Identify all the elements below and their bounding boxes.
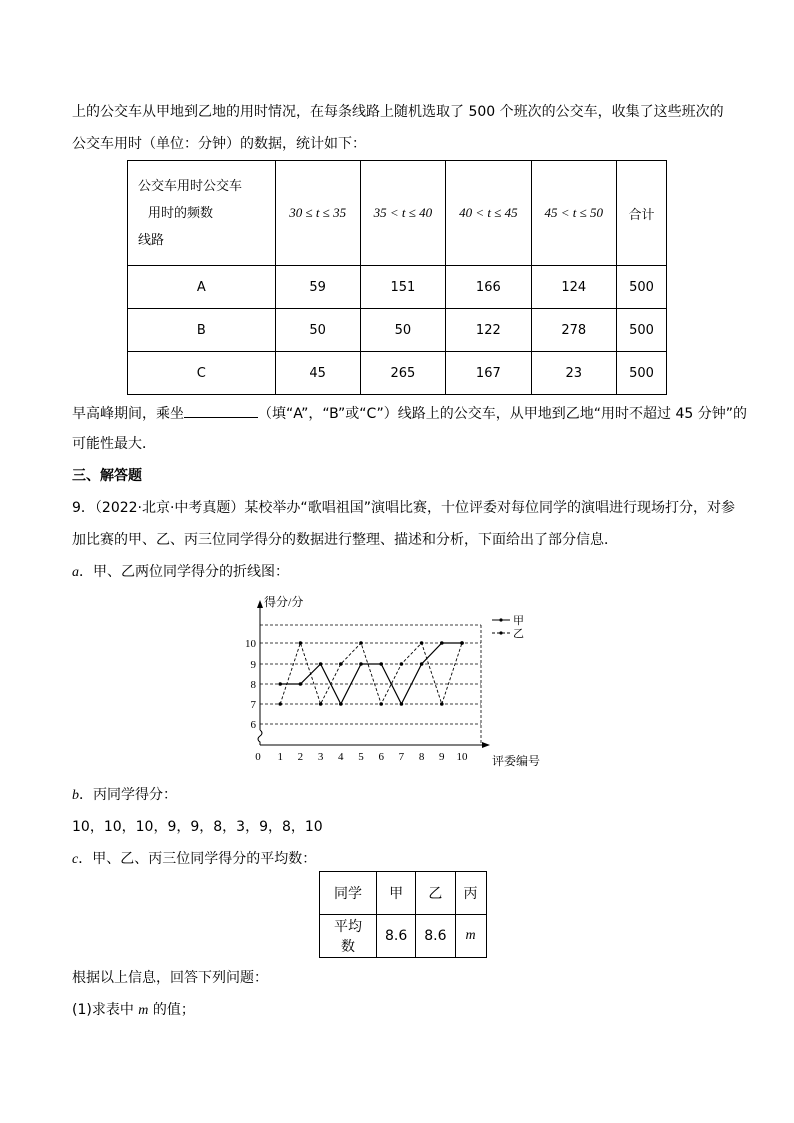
corner-line-3: 线路 (138, 232, 165, 248)
intro-line-2: 公交车用时（单位：分钟）的数据，统计如下： (72, 136, 366, 152)
y-tick-label: 6 (250, 719, 256, 731)
fill-question-line-1 (72, 403, 747, 423)
table-cell: 乙 (416, 872, 455, 915)
x-tick-label: 7 (398, 751, 405, 763)
table-cell: 500 (617, 266, 667, 309)
column-header-total: 合计 (617, 161, 667, 266)
part-b-text: ．丙同学得分： (79, 787, 177, 803)
data-point (420, 641, 424, 645)
table-cell: 500 (617, 309, 667, 352)
section-title: 三、解答题 (72, 468, 142, 484)
route-cell: C (128, 352, 276, 395)
data-point (379, 702, 383, 706)
data-point (359, 662, 363, 666)
table-cell: 166 (446, 266, 531, 309)
column-header: 40 < t ≤ 45 (446, 161, 531, 266)
sub1-var: m (138, 1003, 149, 1018)
conclude-line: 根据以上信息，回答下列问题： (72, 970, 268, 986)
legend-marker (499, 631, 502, 634)
x-tick-label: 4 (338, 751, 344, 763)
table-cell: 同学 (320, 872, 377, 915)
frequency-table (127, 160, 667, 395)
y-axis-arrow (257, 600, 263, 608)
part-b-letter: b (72, 788, 79, 803)
y-axis-break (258, 730, 262, 745)
part-a-text: ．甲、乙两位同学得分的折线图： (79, 564, 289, 580)
data-point (339, 702, 343, 706)
table-row (128, 266, 667, 309)
table-cell: 甲 (377, 872, 416, 915)
part-b-line (72, 786, 177, 805)
y-tick-label: 7 (250, 699, 256, 711)
table-cell: 122 (446, 309, 531, 352)
fill-question-line-2: 可能性最大． (72, 436, 156, 452)
table-cell: 8.6 (377, 915, 416, 958)
table-row (128, 309, 667, 352)
legend-marker (499, 618, 502, 621)
data-point (440, 702, 444, 706)
x-tick-label: 5 (358, 751, 364, 763)
data-point (319, 702, 323, 706)
x-tick-label: 8 (418, 751, 425, 763)
x-tick-label: 1 (277, 751, 283, 763)
table-cell: 50 (360, 309, 445, 352)
x-tick-label: 6 (378, 751, 384, 763)
data-point (319, 662, 323, 666)
series-line-jia (280, 643, 462, 704)
column-header: 30 ≤ t ≤ 35 (275, 161, 360, 266)
x-tick-label: 3 (317, 751, 324, 763)
part-c-line (72, 850, 316, 869)
legend-label: 乙 (513, 628, 524, 640)
table-cell: 45 (275, 352, 360, 395)
table-row (128, 352, 667, 395)
series-line-yi (280, 643, 462, 704)
x-tick-label: 2 (297, 751, 304, 763)
frequency-table-header-row (128, 161, 667, 266)
part-a-letter: a (72, 565, 79, 580)
data-point (278, 702, 282, 706)
legend-label: 甲 (513, 615, 524, 627)
answer-blank[interactable] (184, 403, 258, 418)
bing-scores: 10，10，10，9，9，8，3，9，8，10 (72, 819, 323, 835)
table-cell: 167 (446, 352, 531, 395)
table-cell: 23 (531, 352, 616, 395)
y-axis-label: 得分/分 (264, 595, 304, 609)
x-tick-label: 9 (439, 751, 445, 763)
table-cell: 59 (275, 266, 360, 309)
part-c-letter: c (72, 852, 79, 867)
average-table-value-row (320, 915, 487, 958)
table-cell: 丙 (455, 872, 486, 915)
data-point (440, 641, 444, 645)
sub-question-1 (72, 1001, 195, 1020)
table-cell: 8.6 (416, 915, 455, 958)
q9-line-2: 加比赛的甲、乙、丙三位同学得分的数据进行整理、描述和分析，下面给出了部分信息． (72, 532, 618, 548)
average-table-header-row (320, 872, 487, 915)
data-point (339, 662, 343, 666)
fill-question-after: （填“A”，“B”或“C”）线路上的公交车，从甲地到乙地“用时不超过 45 分钟”的 (258, 406, 748, 422)
table-cell: 平均数 (320, 915, 377, 958)
corner-line-1: 公交车用时公交车 (138, 178, 243, 194)
average-table (319, 871, 487, 958)
y-tick-label: 9 (250, 659, 256, 671)
data-point (359, 641, 363, 645)
column-header: 45 < t ≤ 50 (531, 161, 616, 266)
table-cell: m (455, 915, 486, 958)
data-point (379, 662, 383, 666)
part-c-text: ．甲、乙、丙三位同学得分的平均数： (78, 851, 317, 867)
table-cell: 500 (617, 352, 667, 395)
table-cell: 265 (360, 352, 445, 395)
score-line-chart (240, 590, 560, 775)
intro-line-1: 上的公交车从甲地到乙地的用时情况，在每条线路上随机选取了 500 个班次的公交车，收集了这些班次的 (72, 104, 724, 120)
table-cell: 278 (531, 309, 616, 352)
sub1-after: 的值； (148, 1002, 195, 1018)
corner-line-2: 用时的频数 (148, 205, 214, 221)
table-cell: 50 (275, 309, 360, 352)
table-cell: 151 (360, 266, 445, 309)
table-cell: 124 (531, 266, 616, 309)
x-axis-arrow (482, 742, 490, 748)
part-a-line (72, 563, 289, 582)
header-corner-cell (128, 161, 276, 266)
data-point (278, 682, 282, 686)
fill-question-before: 早高峰期间，乘坐 (72, 406, 184, 422)
x-tick-label: 10 (456, 751, 468, 763)
y-tick-label: 8 (250, 679, 256, 691)
data-point (400, 702, 404, 706)
x-axis-label: 评委编号 (492, 754, 541, 768)
x-tick-label: 0 (255, 751, 261, 763)
data-point (299, 682, 303, 686)
sub1-before: (1)求表中 (72, 1002, 139, 1018)
route-cell: A (128, 266, 276, 309)
route-cell: B (128, 309, 276, 352)
y-tick-label: 10 (245, 638, 256, 650)
data-point (400, 662, 404, 666)
q9-line-1: 9．（2022·北京·中考真题）某校举办“歌唱祖国”演唱比赛，十位评委对每位同学的演唱进行现场打分，对参 (72, 500, 735, 516)
data-point (420, 662, 424, 666)
column-header: 35 < t ≤ 40 (360, 161, 445, 266)
data-point (299, 641, 303, 645)
data-point (460, 641, 464, 645)
